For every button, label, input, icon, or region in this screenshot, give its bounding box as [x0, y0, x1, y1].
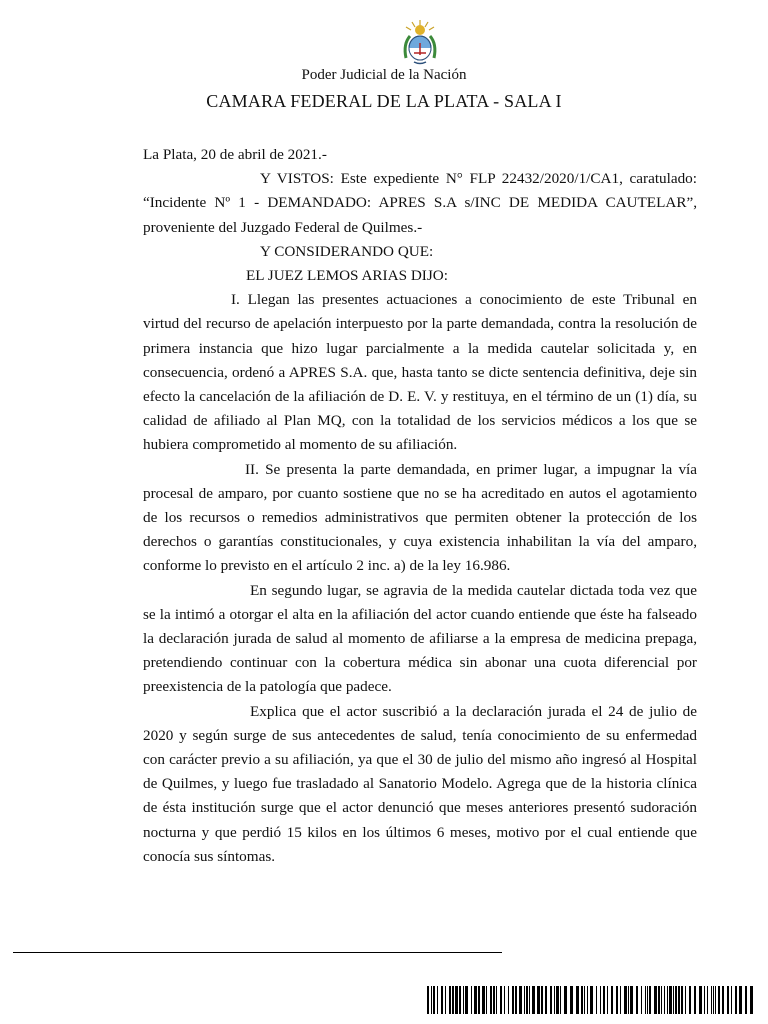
barcode-bar: [459, 986, 461, 1014]
heading-juez: EL JUEZ LEMOS ARIAS DIJO:: [246, 267, 448, 285]
barcode-bar: [471, 986, 472, 1014]
barcode-bar: [596, 986, 597, 1014]
barcode-bar: [431, 986, 432, 1014]
footer-divider: [13, 952, 502, 953]
barcode-bar: [486, 986, 487, 1014]
barcode-bar: [504, 986, 505, 1014]
barcode-bar: [628, 986, 629, 1014]
barcode-bar: [482, 986, 485, 1014]
barcode-bar: [673, 986, 674, 1014]
barcode-bar: [564, 986, 567, 1014]
barcode-bar: [658, 986, 660, 1014]
barcode-bar: [427, 986, 429, 1014]
barcode-bar: [556, 986, 559, 1014]
barcode-bar: [519, 986, 522, 1014]
barcode-bar: [681, 986, 683, 1014]
barcode-bar: [707, 986, 708, 1014]
barcode-bar: [537, 986, 540, 1014]
barcode-bar: [624, 986, 627, 1014]
barcode-bar: [550, 986, 552, 1014]
barcode-bar: [463, 986, 464, 1014]
barcode-bar: [641, 986, 642, 1014]
barcode-bar: [675, 986, 677, 1014]
barcode-bar: [603, 986, 605, 1014]
barcode-bar: [465, 986, 468, 1014]
barcode-bar: [611, 986, 613, 1014]
institution-name: Poder Judicial de la Nación: [301, 67, 467, 83]
barcode-bar: [449, 986, 451, 1014]
document-body: [143, 143, 697, 869]
barcode-bar: [490, 986, 492, 1014]
barcode-bar: [649, 986, 651, 1014]
barcode-bar: [715, 986, 716, 1014]
barcode-bar: [524, 986, 525, 1014]
barcode-bar: [570, 986, 573, 1014]
barcode-bar: [584, 986, 585, 1014]
barcode-bar: [739, 986, 742, 1014]
barcode-bar: [607, 986, 608, 1014]
barcode-bar: [587, 986, 588, 1014]
court-chamber-title: CAMARA FEDERAL DE LA PLATA - SALA I: [206, 91, 562, 111]
barcode-bar: [437, 986, 438, 1014]
barcode-bar: [590, 986, 593, 1014]
barcode-bar: [722, 986, 724, 1014]
barcode-bar: [445, 986, 446, 1014]
barcode-bar: [685, 986, 686, 1014]
barcode-bar: [512, 986, 514, 1014]
barcode-bar: [581, 986, 583, 1014]
barcode-bar: [576, 986, 579, 1014]
barcode-bar: [713, 986, 714, 1014]
date-line: La Plata, 20 de abril de 2021.-: [143, 146, 327, 163]
barcode-bar: [529, 986, 530, 1014]
barcode-bar: [667, 986, 668, 1014]
barcode-bar: [508, 986, 509, 1014]
barcode-icon: [427, 986, 757, 1014]
barcode-bar: [554, 986, 555, 1014]
barcode-bar: [699, 986, 702, 1014]
barcode-bar: [704, 986, 705, 1014]
barcode-bar: [500, 986, 502, 1014]
barcode-bar: [636, 986, 638, 1014]
barcode-bar: [452, 986, 454, 1014]
barcode-bar: [664, 986, 665, 1014]
paragraph-explica: Explica que el actor suscribió a la declaración jurada el 24 de julio de 2020 y según surge de sus antecedentes de salud, tenía conocimiento de su enfermedad con carácter previo a su afiliación, ya que el 30 de julio del mismo año ingresó al Hospital de Quilmes, y luego fue trasladado al Sanatorio Modelo. Agrega que de la historia clínica de ésta institución surge que el actor denunció que meses anteriores presentó sudoración nocturna y que perdió 15 kilos en los últimos 6 meses, motivo por el cual entiende que conocía sus síntomas.: [143, 702, 697, 865]
coat-of-arms-icon: [400, 18, 440, 66]
barcode-bar: [654, 986, 657, 1014]
barcode-bar: [647, 986, 648, 1014]
barcode-bar: [493, 986, 495, 1014]
barcode-bar: [526, 986, 528, 1014]
barcode-bar: [433, 986, 435, 1014]
barcode-bar: [541, 986, 543, 1014]
barcode-bar: [645, 986, 646, 1014]
barcode-bar: [630, 986, 633, 1014]
barcode-bar: [727, 986, 729, 1014]
barcode-bar: [496, 986, 497, 1014]
barcode-bar: [478, 986, 480, 1014]
barcode-bar: [750, 986, 753, 1014]
barcode-bar: [694, 986, 696, 1014]
heading-considerando: Y CONSIDERANDO QUE:: [260, 242, 434, 260]
barcode-bar: [689, 986, 691, 1014]
barcode-bar: [600, 986, 601, 1014]
paragraph-vistos: Y VISTOS: Este expediente N° FLP 22432/2020/1/CA1, caratulado: “Incidente Nº 1 - DEMANDADO: APRES S.A s/INC DE MEDIDA CAUTELAR”, proveniente del Juzgado Federal de Quilmes.-: [143, 170, 697, 236]
barcode-bar: [735, 986, 737, 1014]
barcode-bar: [731, 986, 732, 1014]
barcode-bar: [678, 986, 680, 1014]
barcode-bar: [474, 986, 477, 1014]
barcode-bar: [560, 986, 561, 1014]
barcode-bar: [515, 986, 517, 1014]
barcode-bar: [620, 986, 621, 1014]
barcode-bar: [616, 986, 618, 1014]
barcode-bar: [669, 986, 672, 1014]
barcode-bar: [711, 986, 712, 1014]
barcode-bar: [545, 986, 547, 1014]
barcode-bar: [718, 986, 720, 1014]
barcode-bar: [441, 986, 443, 1014]
barcode-bar: [745, 986, 747, 1014]
barcode-bar: [455, 986, 458, 1014]
barcode-bar: [532, 986, 535, 1014]
paragraph-i: I. Llegan las presentes actuaciones a conocimiento de este Tribunal en virtud del recurso de apelación interpuesto por la parte demandada, contra la resolución de primera instancia que hizo lugar parcialmente a la medida cautelar solicitada y, en consecuencia, ordenó a APRES S.A. que, hasta tanto se dicte sentencia definitiva, deje sin efecto la cancelación de la afiliación de D. E. V. y restituya, en el término de un (1) día, su calidad de afiliado al Plan MQ, con la totalidad de los servicios médicos a los que se hubiera comprometido al momento de su afiliación.: [143, 291, 697, 454]
paragraph-ii: II. Se presenta la parte demandada, en primer lugar, a impugnar la vía procesal de amparo, por cuanto sostiene que no se ha acreditado en autos el agotamiento de los recursos o remedios administrativos que permiten obtener la protección de los derechos o garantías constitucionales, y cuya existencia inhabilitan la vía del amparo, conforme lo previsto en el artículo 2 inc. a) de la ley 16.986.: [143, 460, 697, 575]
barcode-bar: [661, 986, 662, 1014]
paragraph-segundo-lugar: En segundo lugar, se agravia de la medida cautelar dictada toda vez que se la intimó a otorgar el alta en la afiliación del actor cuando entiende que éste ha falseado la declaración jurada de salud al momento de afiliarse a la empresa de medicina prepaga, pretendiendo continuar con la cobertura médica sin abonar una cuota diferencial por preexistencia de la patología que padece.: [143, 581, 697, 696]
